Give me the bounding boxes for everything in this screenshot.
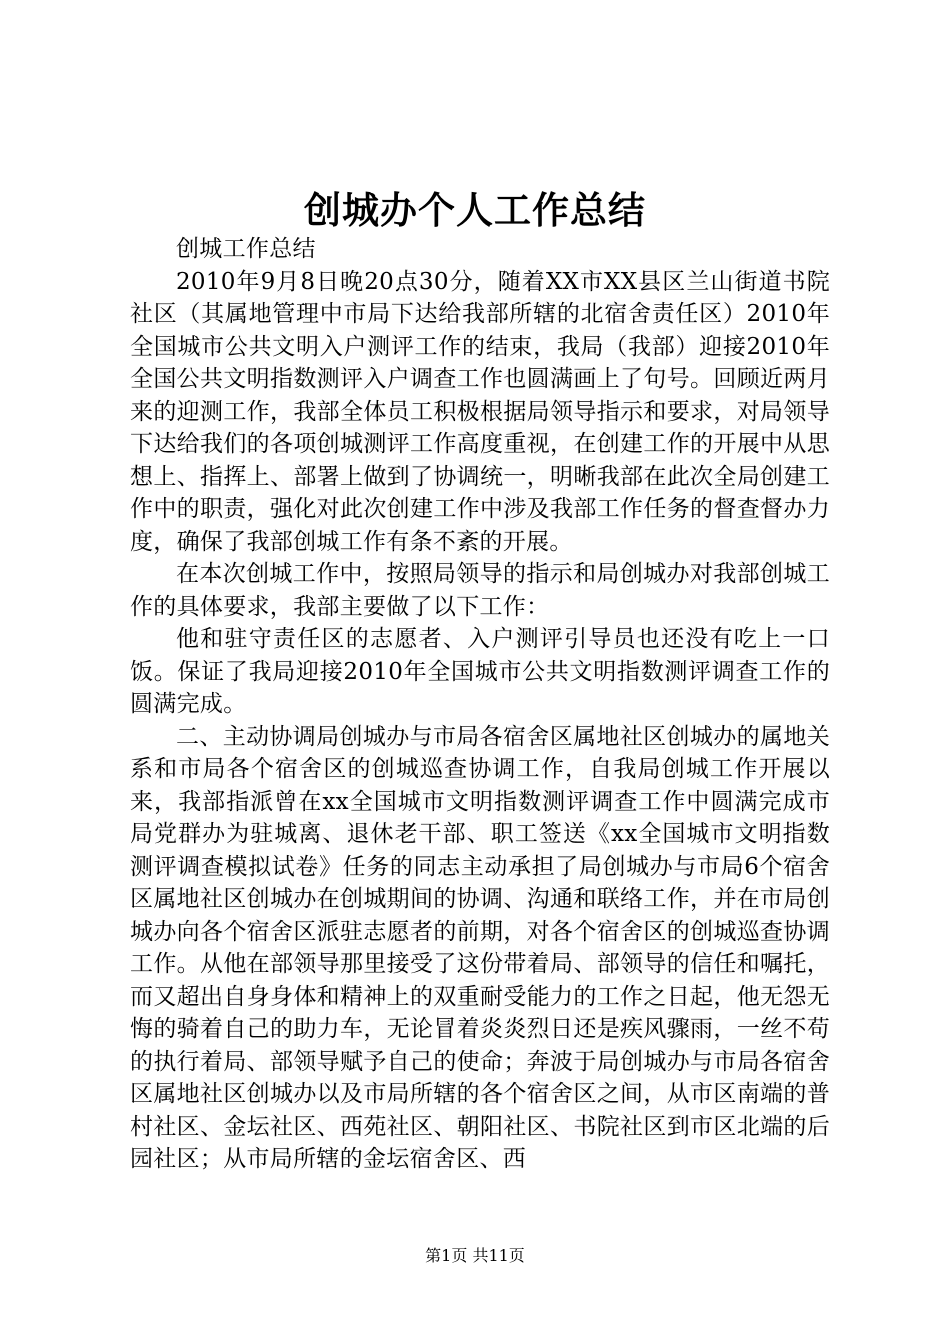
paragraph: 他和驻守责任区的志愿者、入户测评引导员也还没有吃上一口饭。保证了我局迎接2010年全国城市公共文明指数测评调查工作的圆满完成。 <box>130 626 830 717</box>
paragraph: 在本次创城工作中，按照局领导的指示和局创城办对我部创城工作的具体要求，我部主要做了以下工作： <box>130 561 830 620</box>
document-body <box>130 233 830 1176</box>
paragraph: 2010年9月8日晚20点30分，随着XX市XX县区兰山街道书院社区（其属地管理中市局下达给我部所辖的北宿舍责任区）2010年全国城市公共文明入户测评工作的结束，我局（我部）迎接2010年全国公共文明指数测评入户调查工作也圆满画上了句号。回顾近两月来的迎测工作，我部全体员工积极根据局领导指示和要求，对局领导下达给我们的各项创城测评工作高度重视，在创建工作的开展中从思想上、指挥上、部署上做到了协调统一，明晰我部在此次全局创建工作中的职责，强化对此次创建工作中涉及我部工作任务的督查督办力度，确保了我部创城工作有条不紊的开展。 <box>130 268 830 555</box>
paragraph: 二、主动协调局创城办与市局各宿舍区属地社区创城办的属地关系和市局各个宿舍区的创城巡查协调工作，自我局创城工作开展以来，我部指派曾在xx全国城市文明指数测评调查工作中圆满完成市局党群办为驻城离、退休老干部、职工签送《xx全国城市文明指数测评调查模拟试卷》任务的同志主动承担了局创城办与市局6个宿舍区属地社区创城办在创城期间的协调、沟通和联络工作，并在市局创城办向各个宿舍区派驻志愿者的前期，对各个宿舍区的创城巡查协调工作。从他在部领导那里接受了这份带着局、部领导的信任和嘱托，而又超出自身身体和精神上的双重耐受能力的工作之日起，他无怨无悔的骑着自己的助力车，无论冒着炎炎烈日还是疾风骤雨，一丝不苟的执行着局、部领导赋予自己的使命；奔波于局创城办与市局各宿舍区属地社区创城办以及市局所辖的各个宿舍区之间，从市区南端的普村社区、金坛社区、西苑社区、朝阳社区、书院社区到市区北端的后园社区；从市局所辖的金坛宿舍区、西 <box>130 723 830 1172</box>
document-title: 创城办个人工作总结 <box>304 188 646 232</box>
paragraph-heading: 创城工作总结 <box>176 236 316 262</box>
page-number-footer: 第1页 共11页 <box>425 1246 525 1265</box>
